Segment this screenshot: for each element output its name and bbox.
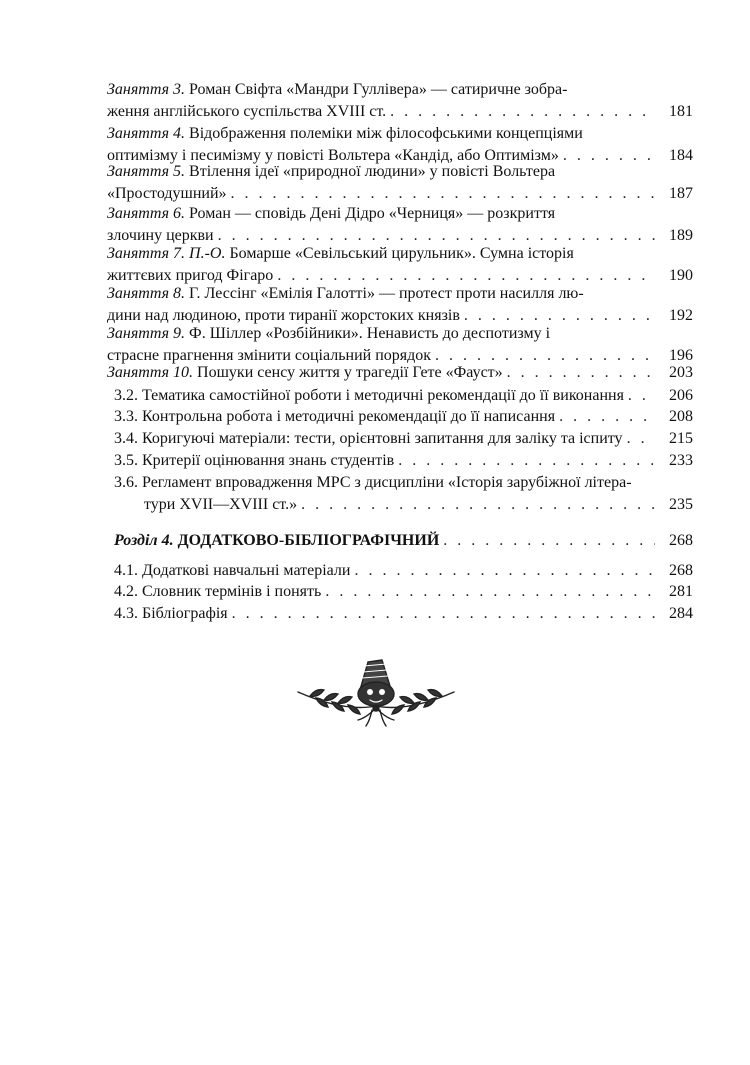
toc-entry-label: Заняття 3. <box>107 81 186 98</box>
dot-leader <box>301 494 655 516</box>
page-number: 187 <box>669 185 693 202</box>
toc-entry-text: 3.5. Критерії оцінювання знань студентів <box>114 452 395 469</box>
toc-entry-text: Роман — сповідь Дені Дідро «Черниця» — розкриття <box>185 205 556 222</box>
page-number: 281 <box>669 583 693 600</box>
dot-leader <box>325 581 655 603</box>
dot-leader <box>559 406 655 428</box>
dot-leader <box>398 450 655 472</box>
page-number: 206 <box>669 387 693 404</box>
toc-entry-text: 3.6. Регламент впровадження МРС з дисципліни «Історія зарубіжної літера- <box>114 474 632 491</box>
toc-entry-text-cont: злочину церкви <box>107 227 214 244</box>
toc-entry-4-2 <box>114 581 693 603</box>
toc-entry-label: Заняття 5. <box>107 163 186 180</box>
section-label: Розділ 4. <box>114 532 174 549</box>
toc-entry-text-cont: тури XVII—XVIII ст.» <box>144 496 298 513</box>
page-number: 184 <box>669 147 693 164</box>
page-number: 215 <box>669 430 693 447</box>
toc-entry-label: Заняття 8. <box>107 285 186 302</box>
dot-leader <box>507 362 655 384</box>
dot-leader <box>628 385 655 407</box>
section-title: ДОДАТКОВО-БІБЛІОГРАФІЧНИЙ <box>173 532 440 549</box>
toc-entry-text: Втілення ідеї «природної людини» у повісті Вольтера <box>185 163 556 180</box>
page-number: 208 <box>669 408 693 425</box>
dot-leader <box>231 183 655 205</box>
dot-leader <box>390 101 655 123</box>
toc-entry-4-1 <box>114 560 693 582</box>
toc-entry-lesson-6 <box>107 203 693 247</box>
dot-leader <box>627 428 655 450</box>
dot-leader <box>232 603 655 625</box>
toc-entry-text: 4.1. Додаткові навчальні матеріали <box>114 562 351 579</box>
toc-entry-3-6 <box>114 472 693 516</box>
toc-entry-label: Заняття 7. П.-О. <box>107 245 226 262</box>
page-number: 268 <box>669 562 693 579</box>
toc-entry-lesson-10 <box>107 362 693 384</box>
toc-entry-text-cont: страсне прагнення змінити соціальний порядок <box>107 347 432 364</box>
toc-entry-lesson-3 <box>107 79 693 123</box>
toc-entry-label: Заняття 6. <box>107 205 186 222</box>
dot-leader <box>354 560 655 582</box>
page-number: 203 <box>669 364 693 381</box>
decorative-ornament-icon <box>290 650 462 734</box>
toc-entry-4-3 <box>114 603 693 625</box>
toc-entry-3-2 <box>114 385 693 407</box>
toc-entry-lesson-9 <box>107 323 693 367</box>
toc-entry-text-cont: оптимізму і песимізму у повісті Вольтера «Кандід, або Оптимізм» <box>107 147 559 164</box>
toc-entry-text: 3.2. Тематика самостійної роботи і методичні рекомендації до її виконання <box>114 387 624 404</box>
page-number: 284 <box>669 605 693 622</box>
toc-entry-text-cont: життєвих пригод Фігаро <box>107 267 274 284</box>
toc-entry-3-3 <box>114 406 693 428</box>
toc-entry-lesson-7 <box>107 243 693 287</box>
page-number: 189 <box>669 227 693 244</box>
toc-entry-text-cont: ження англійського суспільства XVIII ст. <box>107 103 387 120</box>
page-number: 190 <box>669 267 693 284</box>
toc-entry-text: Г. Лессінг «Емілія Галотті» — протест проти насилля лю- <box>185 285 584 302</box>
toc-entry-text: Роман Свіфта «Мандри Гуллівера» — сатиричне зобра- <box>185 81 568 98</box>
toc-entry-text: Пошуки сенсу життя у трагедії Гете «Фауст» <box>193 364 503 381</box>
page-number: 233 <box>669 452 693 469</box>
toc-entry-text: 4.3. Бібліографія <box>114 605 228 622</box>
dot-leader <box>443 530 655 552</box>
toc-entry-text: 4.2. Словник термінів і понять <box>114 583 322 600</box>
toc-entry-text-cont: дини над людиною, проти тиранії жорстоких князів <box>107 307 460 324</box>
toc-entry-text: Ф. Шіллер «Розбійники». Ненависть до деспотизму і <box>185 325 551 342</box>
page-number: 196 <box>669 347 693 364</box>
toc-entry-label: Заняття 9. <box>107 325 186 342</box>
page-number: 268 <box>669 532 693 549</box>
toc-entry-lesson-5 <box>107 161 693 205</box>
toc-section-4 <box>114 530 693 552</box>
page-number: 235 <box>669 496 693 513</box>
toc-entry-3-5 <box>114 450 693 472</box>
toc-entry-label: Заняття 10. <box>107 364 194 381</box>
toc-entry-text: Відображення полеміки між філософськими концепціями <box>185 125 583 142</box>
toc-entry-label: Заняття 4. <box>107 125 186 142</box>
toc-entry-text: 3.3. Контрольна робота і методичні рекомендації до її написання <box>114 408 556 425</box>
toc-entry-text-cont: «Простодушний» <box>107 185 227 202</box>
page-number: 181 <box>669 103 693 120</box>
toc-entry-text: 3.4. Коригуючі матеріали: тести, орієнтовні запитання для заліку та іспиту <box>114 430 623 447</box>
toc-entry-3-4 <box>114 428 693 450</box>
toc-entry-text: Бомарше «Севільський цирульник». Сумна історія <box>225 245 574 262</box>
toc-entry-lesson-8 <box>107 283 693 327</box>
page-number: 192 <box>669 307 693 324</box>
